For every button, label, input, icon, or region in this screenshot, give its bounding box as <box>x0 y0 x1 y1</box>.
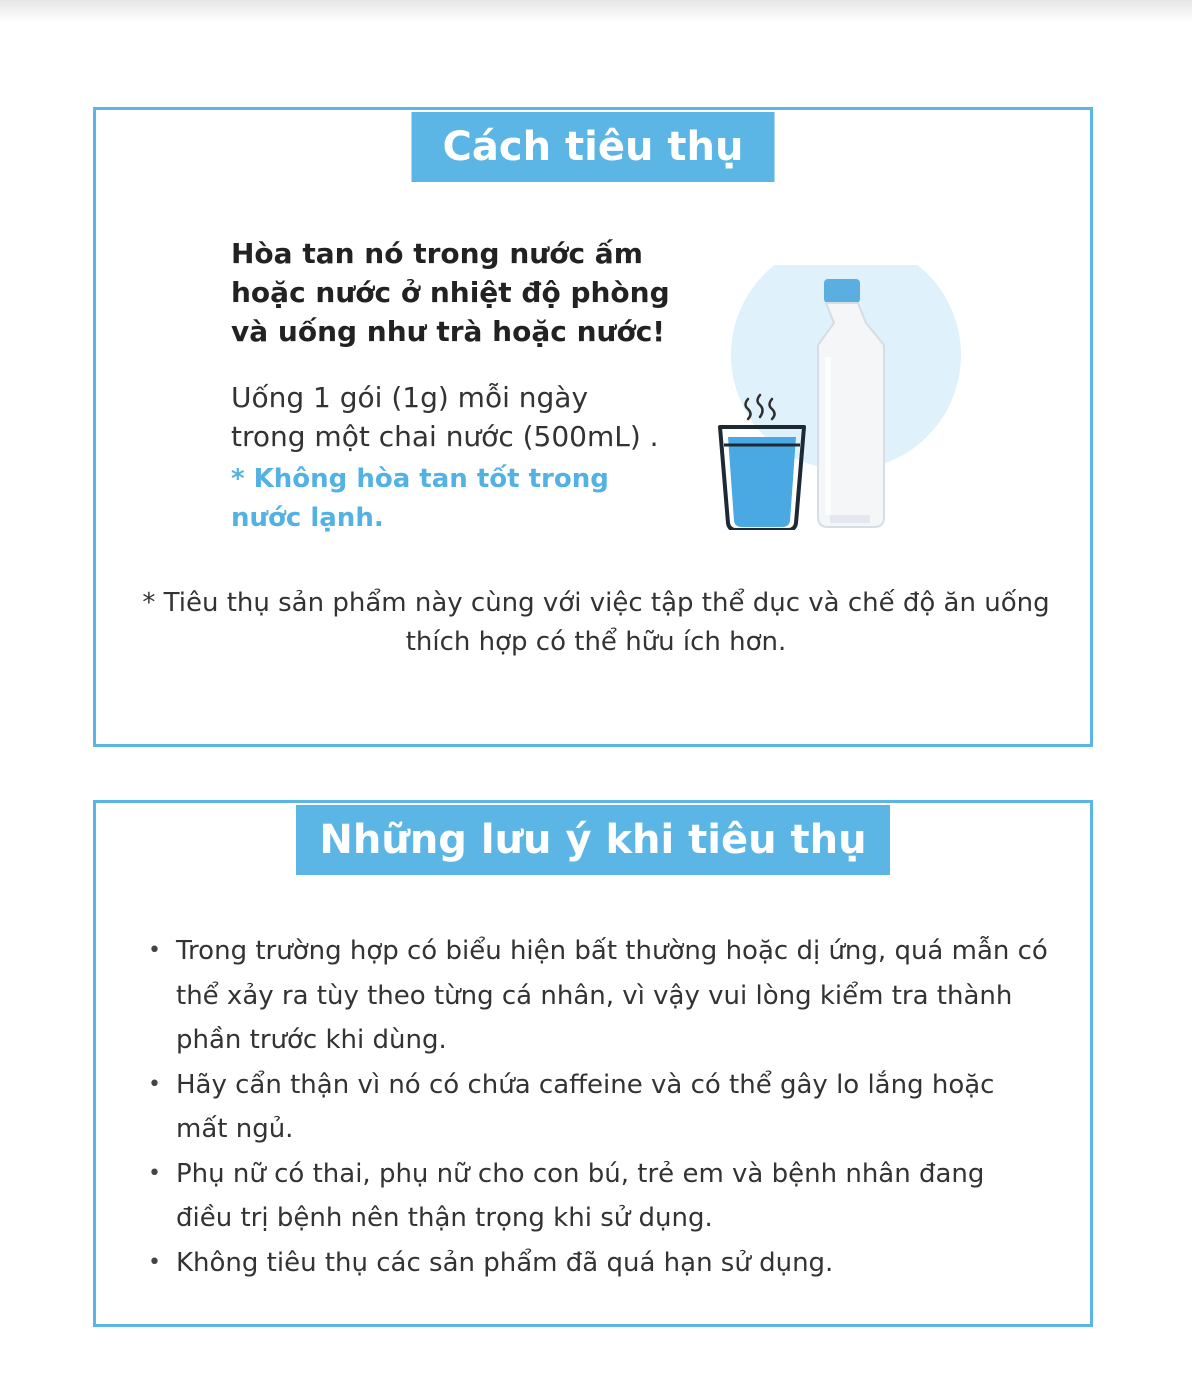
list-item: • Trong trường hợp có biểu hiện bất thường hoặc dị ứng, quá mẫn có thể xảy ra tùy theo từng cá nhân, vì vậy vui lòng kiểm tra thành phần trước khi dùng. <box>148 929 1048 1063</box>
list-item: • Phụ nữ có thai, phụ nữ cho con bú, trẻ em và bệnh nhân đang điều trị bệnh nên thận trọng khi sử dụng. <box>148 1152 1048 1241</box>
top-shadow <box>0 0 1192 22</box>
dose-instructions <box>231 378 701 456</box>
cautions-title: Những lưu ý khi tiêu thụ <box>296 805 890 875</box>
cautions-panel <box>93 800 1093 1327</box>
water-glass-icon <box>720 427 804 530</box>
dose-line-1: Uống 1 gói (1g) mỗi ngày <box>231 381 589 414</box>
water-illustration <box>716 265 966 530</box>
list-item: • Hãy cẩn thận vì nó có chứa caffeine và có thể gây lo lắng hoặc mất ngủ. <box>148 1063 1048 1152</box>
cold-water-warning: * Không hòa tan tốt trong nước lạnh. <box>231 464 609 533</box>
usage-panel <box>93 107 1093 747</box>
cautions-list <box>148 929 1048 1285</box>
list-item: • Không tiêu thụ các sản phẩm đã quá hạn sử dụng. <box>148 1241 1048 1286</box>
usage-lead-text: Hòa tan nó trong nước ấm hoặc nước ở nhiệt độ phòng và uống như trà hoặc nước! <box>231 237 670 348</box>
dose-line-2: trong một chai nước (500mL) . <box>231 420 659 453</box>
usage-title: Cách tiêu thụ <box>412 112 775 182</box>
exercise-note: * Tiêu thụ sản phẩm này cùng với việc tập thể dục và chế độ ăn uống thích hợp có thể hữu ích hơn. <box>142 588 1050 657</box>
